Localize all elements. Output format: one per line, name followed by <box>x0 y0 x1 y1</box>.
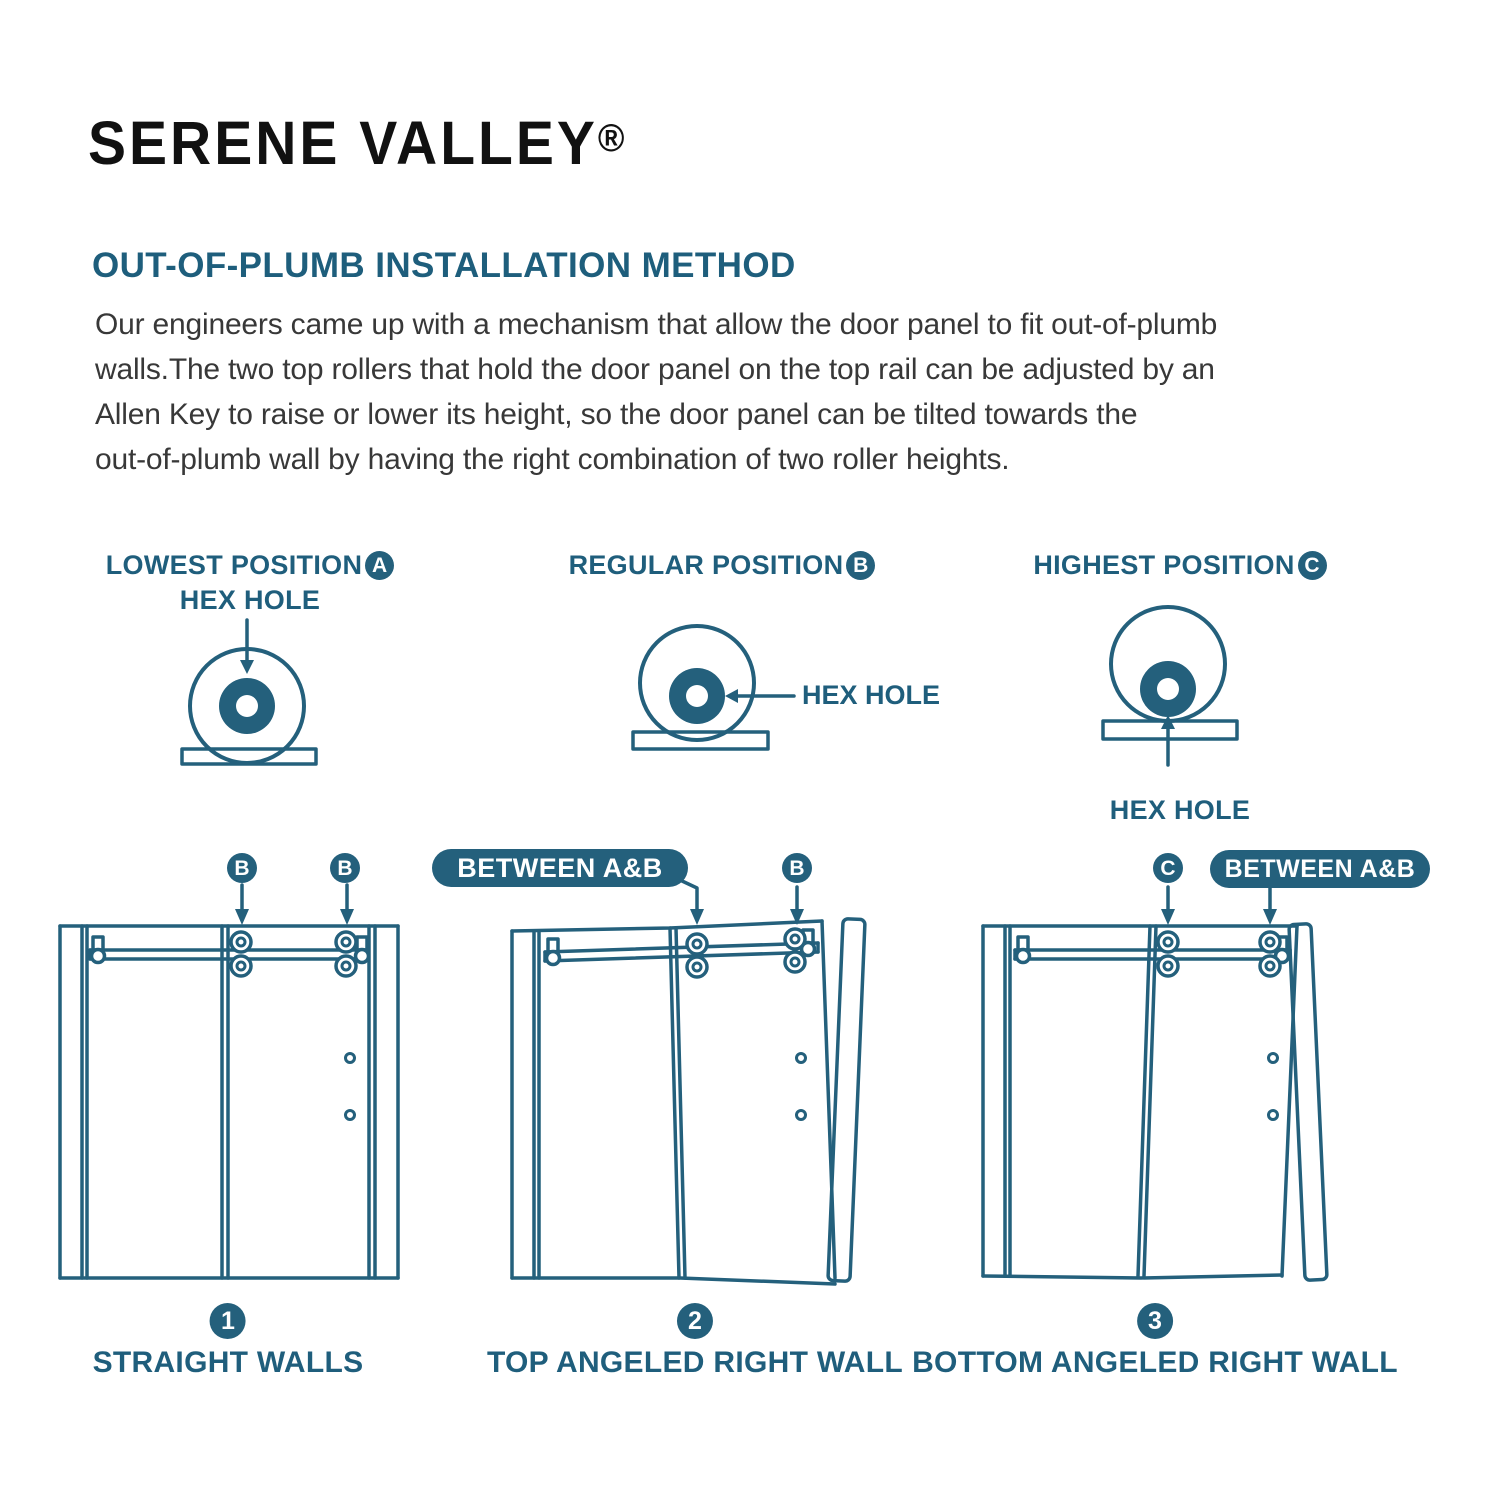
roller-setting-badge-b: B <box>782 853 812 883</box>
position-a-badge: A <box>365 551 394 580</box>
position-b-badge: B <box>846 551 875 580</box>
position-c-badge: C <box>1298 551 1327 580</box>
door-diagram-straight-walls <box>55 845 405 1290</box>
between-a-and-b-pill: BETWEEN A&B <box>432 849 688 887</box>
roller-diagram-regular <box>532 550 941 765</box>
roller-setting-badge-b: B <box>227 853 257 883</box>
step-number-badge: 2 <box>677 1303 713 1339</box>
handle-holes <box>797 1054 806 1120</box>
brand-name: SERENE VALLEY <box>88 109 598 179</box>
brand-logo <box>88 108 624 179</box>
caption-straight-walls <box>93 1303 364 1380</box>
intro-paragraph <box>95 302 1425 482</box>
roller-c-title <box>1010 550 1350 581</box>
roller-a-title <box>95 550 405 581</box>
door-diagram-bottom-angeled <box>960 845 1360 1290</box>
caption-text: BOTTOM ANGELED RIGHT WALL <box>912 1346 1398 1379</box>
handle-holes <box>346 1054 355 1120</box>
rollers <box>1158 932 1280 976</box>
intro-line: out-of-plumb wall by having the right combination of two roller heights. <box>95 443 1010 476</box>
rollers <box>231 932 356 976</box>
caption-text: TOP ANGELED RIGHT WALL <box>486 1346 904 1379</box>
intro-line: Allen Key to raise or lower its height, so the door panel can be tilted towards the <box>95 398 1138 431</box>
hex-hole-label-b: HEX HOLE <box>802 680 941 710</box>
hex-hole-label-a: HEX HOLE <box>179 585 321 615</box>
badge-arrows <box>235 885 354 925</box>
page-title: OUT-OF-PLUMB INSTALLATION METHOD <box>92 246 796 285</box>
roller-b-title-text: REGULAR POSITION <box>568 550 844 580</box>
intro-line: Our engineers came up with a mechanism that allow the door panel to fit out-of-plumb <box>95 308 1218 341</box>
hex-hub-hole <box>236 695 258 717</box>
step-number-badge: 3 <box>1137 1303 1173 1339</box>
caption-text: STRAIGHT WALLS <box>92 1346 364 1379</box>
roller-c-title-text: HIGHEST POSITION <box>1033 550 1295 580</box>
registered-mark: ® <box>597 115 625 160</box>
roller-c-art <box>1010 583 1350 789</box>
door-diagram-top-angeled <box>500 845 890 1290</box>
hex-hub-hole <box>1157 678 1179 700</box>
badge-arrow <box>790 887 804 925</box>
roller-diagram-highest <box>1010 550 1350 826</box>
handle-holes <box>1269 1054 1278 1120</box>
intro-line: walls.The two top rollers that hold the door panel on the top rail can be adjusted by an <box>95 353 1215 386</box>
roller-setting-badge-b: B <box>330 853 360 883</box>
wall-and-panels <box>983 924 1327 1281</box>
roller-setting-badge-c: C <box>1153 853 1183 883</box>
between-a-and-b-pill: BETWEEN A&B <box>1210 850 1430 888</box>
roller-a-art <box>95 616 405 791</box>
roller-a-title-text: LOWEST POSITION <box>105 550 363 580</box>
top-rail <box>1015 937 1290 963</box>
wall-and-panels <box>60 926 398 1278</box>
hex-hub-hole <box>686 685 708 707</box>
step-number-badge: 1 <box>210 1303 246 1339</box>
roller-diagram-lowest <box>95 550 405 791</box>
badge-arrows <box>1161 887 1277 925</box>
roller-b-art <box>532 583 912 765</box>
top-rail <box>545 930 818 965</box>
caption-top-angeled <box>487 1303 903 1380</box>
caption-bottom-angeled <box>912 1303 1398 1380</box>
roller-b-title <box>532 550 912 581</box>
hex-hole-label-c: HEX HOLE <box>1109 795 1251 825</box>
left-arrow <box>725 689 794 703</box>
